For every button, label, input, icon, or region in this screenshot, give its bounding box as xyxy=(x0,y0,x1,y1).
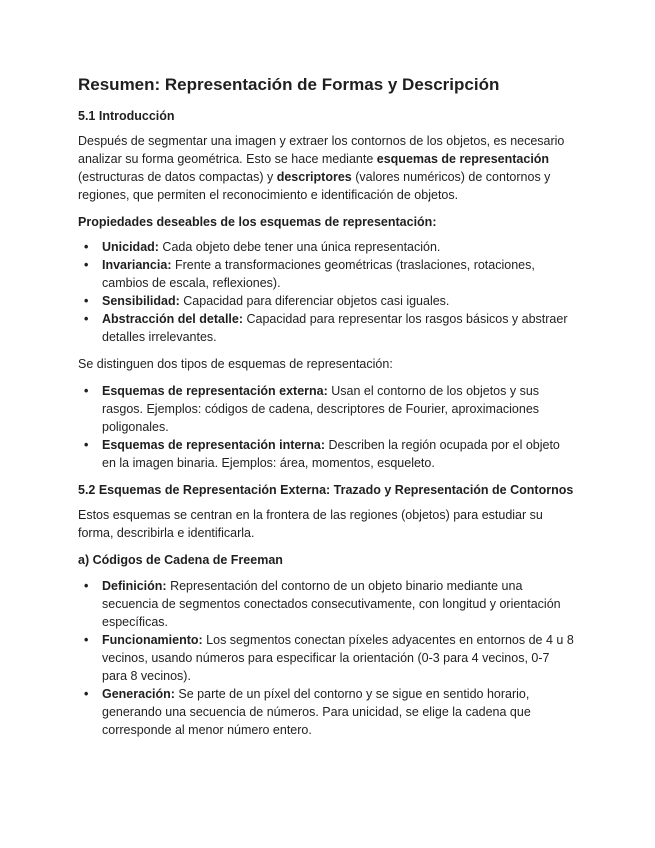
list-item-term: Esquemas de representación externa: xyxy=(102,384,328,399)
section-heading-5-2: 5.2 Esquemas de Representación Externa: Trazado y Representación de Contornos xyxy=(78,483,574,498)
list-item-text: Usan el contorno de los objetos y sus rasgos. Ejemplos: códigos de cadena, descriptores de Fourier, aproximaciones poligonales. xyxy=(102,384,540,435)
list-item xyxy=(78,382,577,436)
list-item-text: Los segmentos conectan píxeles adyacentes en entornos de 4 u 8 vecinos, usando números para especificar la orientación (0-3 para 4 vecinos, 0-7 para 8 vecinos). xyxy=(102,632,574,683)
intro-paragraph xyxy=(78,132,577,204)
freeman-heading: a) Códigos de Cadena de Freeman xyxy=(78,553,283,568)
list-item-term: Generación: xyxy=(102,686,175,701)
list-item-text: Frente a transformaciones geométricas (traslaciones, rotaciones, cambios de escala, reflexiones). xyxy=(102,258,535,291)
types-list xyxy=(78,382,577,472)
list-item-text: Cada objeto debe tener una única representación. xyxy=(158,240,441,255)
list-item-text: Capacidad para diferenciar objetos casi iguales. xyxy=(179,294,450,309)
properties-list xyxy=(78,238,577,346)
list-item-term: Invariancia: xyxy=(102,258,172,273)
text-run-bold: descriptores xyxy=(276,170,352,185)
text-run: (valores numéricos) de contornos y regiones, que permiten el reconocimiento e identificación de objetos. xyxy=(78,170,551,203)
list-item-term: Definición: xyxy=(102,578,167,593)
properties-heading: Propiedades deseables de los esquemas de representación: xyxy=(78,215,437,230)
list-item xyxy=(78,256,577,292)
list-item-term: Unicidad: xyxy=(102,240,159,255)
list-item-text: Representación del contorno de un objeto binario mediante una secuencia de segmentos conectados consecutivamente, con longitud y orientación específicas. xyxy=(102,578,561,629)
list-item-text: Se parte de un píxel del contorno y se sigue en sentido horario, generando una secuencia de números. Para unicidad, se elige la cadena que corresponde al menor número entero. xyxy=(102,686,531,737)
list-item xyxy=(78,685,577,739)
list-item-term: Abstracción del detalle: xyxy=(102,312,244,327)
list-item-term: Esquemas de representación interna: xyxy=(102,438,325,453)
list-item xyxy=(78,436,577,472)
text-run: (estructuras de datos compactas) y xyxy=(78,170,277,185)
text-run-bold: esquemas de representación xyxy=(376,152,550,167)
list-item xyxy=(78,310,577,346)
list-item-text: Describen la región ocupada por el objeto en la imagen binaria. Ejemplos: área, momentos, esqueleto. xyxy=(102,438,560,471)
freeman-list xyxy=(78,577,577,739)
types-intro-paragraph: Se distinguen dos tipos de esquemas de representación: xyxy=(78,357,393,372)
external-schemes-paragraph: Estos esquemas se centran en la frontera de las regiones (objetos) para estudiar su forma, describirla e identificarla. xyxy=(78,508,543,541)
list-item xyxy=(78,631,577,685)
section-heading-5-1: 5.1 Introducción xyxy=(78,109,175,124)
list-item xyxy=(78,238,577,256)
list-item xyxy=(78,292,577,310)
list-item-term: Funcionamiento: xyxy=(102,632,203,647)
list-item xyxy=(78,577,577,631)
list-item-term: Sensibilidad: xyxy=(102,294,180,309)
list-item-text: Capacidad para representar los rasgos básicos y abstraer detalles irrelevantes. xyxy=(102,312,568,345)
text-run: Después de segmentar una imagen y extraer los contornos de los objetos, es necesario analizar su forma geométrica. Esto se hace mediante xyxy=(78,134,565,167)
page-title: Resumen: Representación de Formas y Descripción xyxy=(78,75,500,94)
